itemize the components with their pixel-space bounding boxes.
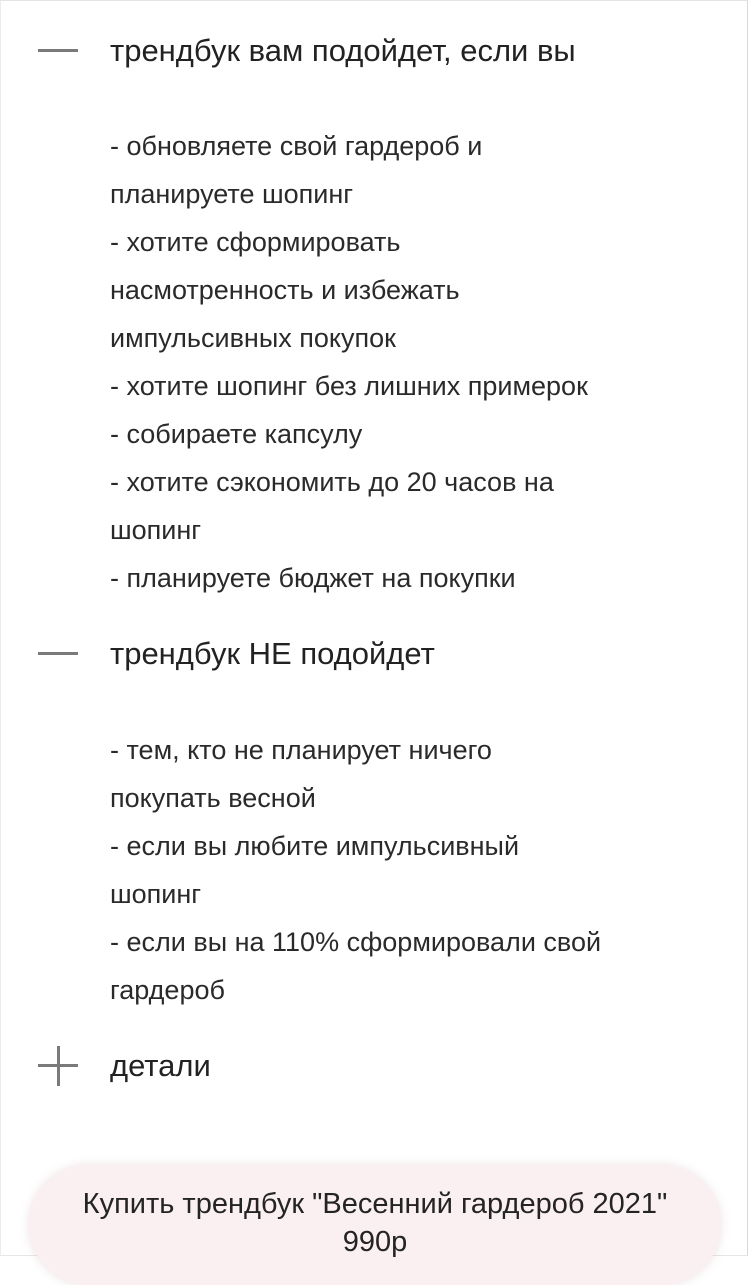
list-line: - тем, кто не планирует ничего — [110, 735, 492, 765]
accordion-title: трендбук НЕ подойдет — [110, 636, 435, 671]
accordion-details — [0, 1036, 750, 1096]
list-line: импульсивных покупок — [110, 323, 396, 353]
accordion-body-suitable — [110, 122, 720, 602]
buy-button-label: Купить трендбук "Весенний гардероб 2021" 990р — [82, 1188, 668, 1258]
list-line: гардероб — [110, 975, 225, 1005]
list-line: - хотите сэкономить до 20 часов на — [110, 467, 554, 497]
accordion-header-not-suitable[interactable] — [0, 624, 750, 684]
list-line: насмотренность и избежать — [110, 275, 460, 305]
accordion-title: детали — [110, 1048, 211, 1083]
accordion-header-details[interactable] — [0, 1036, 750, 1096]
accordion-not-suitable — [0, 624, 750, 1005]
minus-icon[interactable] — [38, 21, 78, 81]
buy-trendbook-button[interactable] — [29, 1165, 721, 1285]
list-line: шопинг — [110, 515, 202, 545]
list-line: - хотите шопинг без лишних примерок — [110, 371, 588, 401]
list-line: шопинг — [110, 879, 202, 909]
list-line: - если вы на 110% сформировали свой — [110, 927, 602, 957]
accordion-suitable — [0, 21, 750, 593]
list-line: покупать весной — [110, 783, 316, 813]
accordion-title: трендбук вам подойдет, если вы — [110, 33, 576, 68]
list-line: - обновляете свой гардероб и — [110, 131, 483, 161]
minus-icon[interactable] — [38, 624, 78, 684]
list-line: - планируете бюджет на покупки — [110, 563, 516, 593]
plus-icon[interactable] — [38, 1036, 78, 1096]
list-line: - хотите сформировать — [110, 227, 401, 257]
accordion-header-suitable[interactable] — [0, 21, 750, 81]
list-line: планируете шопинг — [110, 179, 354, 209]
accordion-body-not-suitable — [110, 726, 720, 1014]
list-line: - если вы любите импульсивный — [110, 831, 520, 861]
list-line: - собираете капсулу — [110, 419, 363, 449]
